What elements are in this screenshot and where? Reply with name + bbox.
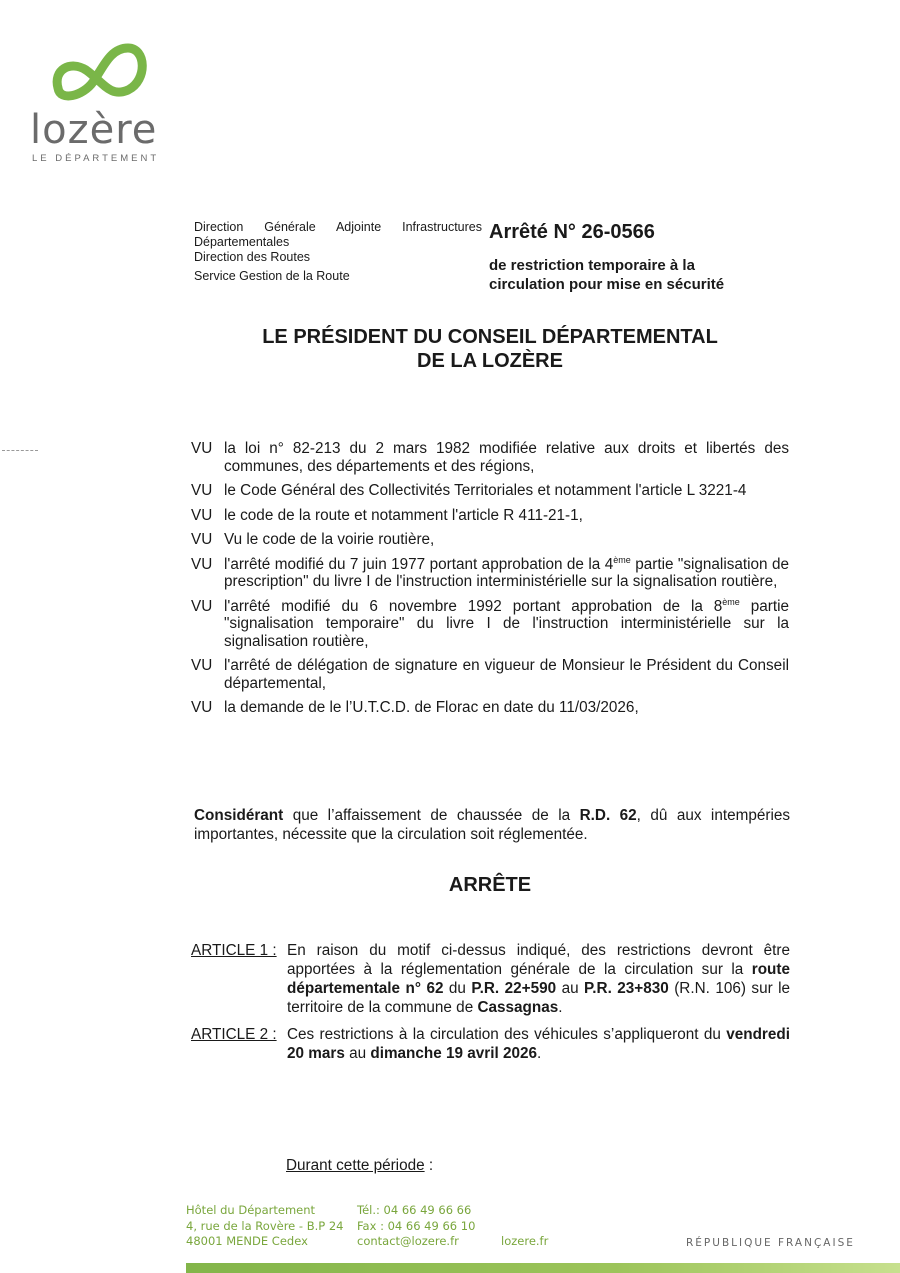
vu-item [191, 440, 789, 475]
direction-block [194, 220, 482, 284]
article-bold: vendredi 20 mars [287, 1026, 790, 1062]
article-bold: P.R. 22+590 [471, 980, 557, 997]
footer-republique: RÉPUBLIQUE FRANÇAISE [686, 1237, 855, 1249]
vu-keyword: VU [191, 440, 213, 457]
vu-text: la demande de le l’U.T.C.D. de Florac en date du 11/03/2026, [224, 699, 639, 716]
footer-phone: Tél.: 04 66 49 66 66 [357, 1203, 472, 1217]
vu-keyword: VU [191, 506, 213, 524]
vu-text: le Code Général des Collectivités Territoriales et notamment l'article L 3221-4 [224, 482, 747, 499]
arrete-title: ARRÊTE [448, 874, 532, 896]
vu-item [191, 699, 789, 717]
article-2 [191, 1025, 790, 1063]
footer-address-line: 4, rue de la Rovère - B.P 24 [186, 1218, 344, 1233]
article-label: ARTICLE 2 : [191, 1026, 277, 1043]
vu-item [191, 507, 789, 525]
articles [191, 941, 790, 1071]
footer-website-link[interactable]: lozere.fr [501, 1234, 549, 1248]
considerant-road: R.D. 62 [579, 807, 637, 824]
vu-superscript: ème [613, 554, 631, 565]
footer-contact [357, 1203, 475, 1250]
infinity-logo-icon [48, 40, 153, 108]
vu-keyword: VU [191, 555, 213, 573]
footer-fax: Fax : 04 66 49 66 10 [357, 1218, 476, 1233]
considerant-text: , dû aux intempéries importantes, nécessite que la circulation soit réglementée. [194, 807, 791, 843]
lozere-logo [30, 40, 190, 165]
vu-text: Vu le code de la voirie routière, [224, 531, 435, 548]
article-bold: Cassagnas [477, 999, 559, 1016]
arrete-subject-line: circulation pour mise en sécurité [489, 276, 725, 293]
article-text: . [537, 1045, 542, 1062]
article-text: au [556, 980, 585, 997]
vu-keyword: VU [191, 482, 213, 499]
vu-text: partie "signalisation de prescription" du livre I de l'instruction interministérielle sur la signalisation routière, [224, 555, 789, 590]
logo-wordmark: lozère [30, 107, 158, 153]
article-label: ARTICLE 1 : [191, 942, 277, 959]
article-text: . [558, 999, 563, 1016]
article-text: Ces restrictions à la circulation des véhicules s’appliqueront du [287, 1026, 727, 1043]
vu-keyword: VU [191, 531, 213, 548]
footer-address-line: Hôtel du Département [186, 1203, 316, 1217]
footer-email-link[interactable]: contact@lozere.fr [357, 1234, 459, 1248]
considerant-paragraph [194, 806, 790, 844]
vu-text: l'arrêté de délégation de signature en vigueur de Monsieur le Président du Conseil départemental, [224, 657, 789, 692]
vu-item [191, 531, 789, 549]
vu-text: l'arrêté modifié du 7 juin 1977 portant approbation de la 4 [224, 555, 614, 573]
vu-item [191, 556, 789, 591]
vu-keyword: VU [191, 699, 213, 716]
arrete-subject [489, 256, 789, 294]
fold-mark [2, 450, 38, 451]
vu-keyword: VU [191, 657, 213, 674]
article-bold: route départementale n° 62 [287, 961, 790, 997]
vu-superscript: ème [722, 596, 740, 607]
logo-subtitle: LE DÉPARTEMENT [32, 153, 160, 164]
direction-line: Départementales [194, 235, 290, 249]
durant-periode [286, 1157, 433, 1175]
president-line-2: DE LA LOZÈRE [417, 350, 563, 372]
article-bold: dimanche 19 avril 2026 [370, 1045, 538, 1062]
president-line-1: LE PRÉSIDENT DU CONSEIL DÉPARTEMENTAL [262, 326, 718, 348]
direction-line: Direction des Routes [194, 250, 311, 264]
vu-text: la loi n° 82-213 du 2 mars 1982 modifiée relative aux droits et libertés des communes, des départements et des régions, [224, 440, 789, 475]
vu-item [191, 482, 789, 500]
vu-item [191, 598, 789, 651]
footer-green-band [186, 1263, 900, 1273]
footer-address-line: 48001 MENDE Cedex [186, 1234, 308, 1248]
article-bold: P.R. 23+830 [584, 980, 669, 997]
article-text: En raison du motif ci-dessus indiqué, des restrictions devront être apportées à la réglementation générale de la circulation sur la [287, 942, 790, 978]
considerant-text: que l’affaissement de chaussée de la [283, 807, 580, 824]
arrete-number: Arrêté N° 26-0566 [489, 221, 655, 243]
direction-line: Service Gestion de la Route [194, 269, 350, 283]
president-heading [190, 325, 790, 373]
durant-underlined: Durant cette période [286, 1157, 425, 1174]
article-1 [191, 941, 790, 1017]
article-text: (R.N. 106) sur le territoire de la commune de [287, 980, 791, 1016]
durant-suffix: : [424, 1157, 434, 1174]
considerant-keyword: Considérant [194, 807, 284, 824]
vu-list [191, 440, 789, 724]
direction-line: Direction Générale Adjointe Infrastructures [194, 220, 482, 234]
vu-text: partie "signalisation temporaire" du livre I de l'instruction interministérielle sur la signalisation routière, [224, 597, 789, 650]
article-text: du [443, 980, 472, 997]
arrete-subject-line: de restriction temporaire à la [489, 257, 695, 274]
vu-item [191, 657, 789, 692]
vu-keyword: VU [191, 597, 213, 615]
vu-text: l'arrêté modifié du 6 novembre 1992 portant approbation de la 8 [224, 597, 723, 615]
article-text: au [344, 1045, 371, 1062]
vu-text: le code de la route et notamment l'article R 411-21-1, [224, 506, 583, 524]
footer-address [186, 1203, 343, 1250]
